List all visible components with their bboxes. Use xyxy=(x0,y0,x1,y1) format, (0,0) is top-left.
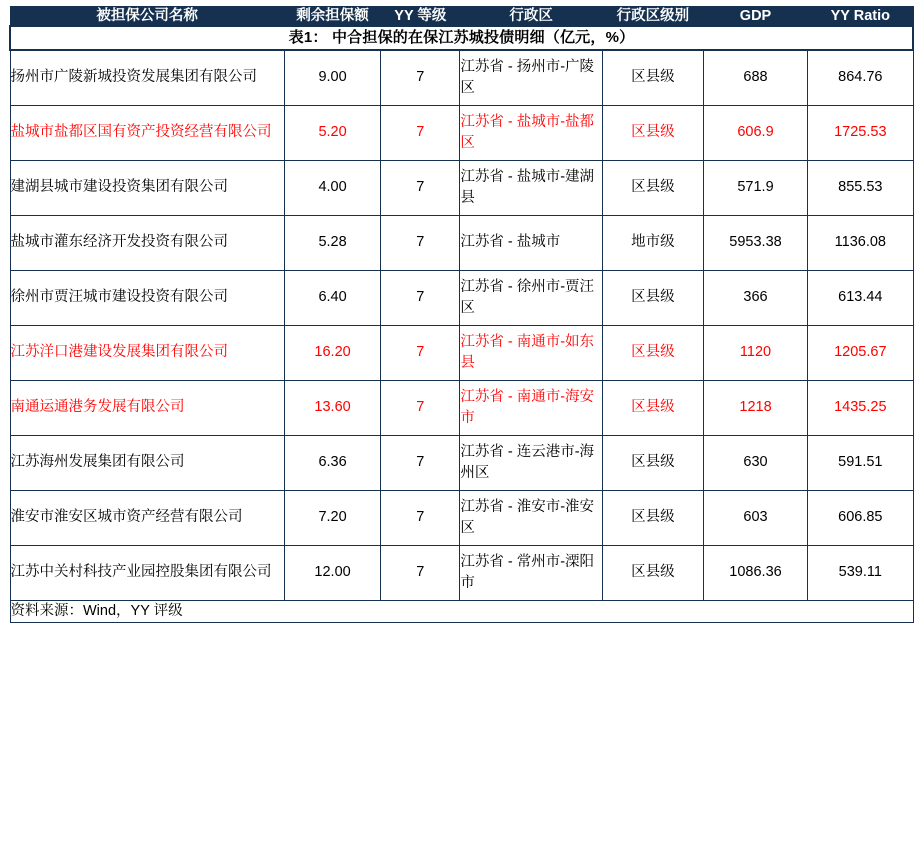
cell-yy-rating: 7 xyxy=(381,215,460,270)
cell-remaining-amount: 12.00 xyxy=(284,545,381,600)
cell-yy-ratio: 855.53 xyxy=(808,160,913,215)
cell-gdp: 1218 xyxy=(703,380,807,435)
cell-yy-ratio: 864.76 xyxy=(808,50,913,106)
cell-company-name: 南通运通港务发展有限公司 xyxy=(10,380,284,435)
cell-region-level: 区县级 xyxy=(602,270,703,325)
cell-yy-ratio: 1435.25 xyxy=(808,380,913,435)
table-row xyxy=(10,490,913,545)
cell-company-name: 建湖县城市建设投资集团有限公司 xyxy=(10,160,284,215)
table-row xyxy=(10,105,913,160)
column-header-company-name: 被担保公司名称 xyxy=(10,7,284,27)
cell-yy-ratio: 613.44 xyxy=(808,270,913,325)
table-header-row xyxy=(10,7,913,27)
cell-region-level: 区县级 xyxy=(602,435,703,490)
cell-region: 江苏省 - 扬州市-广陵区 xyxy=(460,50,603,106)
cell-company-name: 盐城市盐都区国有资产投资经营有限公司 xyxy=(10,105,284,160)
cell-region: 江苏省 - 盐城市-建湖县 xyxy=(460,160,603,215)
cell-yy-ratio: 606.85 xyxy=(808,490,913,545)
cell-region: 江苏省 - 徐州市-贾汪区 xyxy=(460,270,603,325)
cell-region: 江苏省 - 南通市-如东县 xyxy=(460,325,603,380)
cell-remaining-amount: 5.20 xyxy=(284,105,381,160)
cell-yy-ratio: 1725.53 xyxy=(808,105,913,160)
cell-company-name: 江苏中关村科技产业园控股集团有限公司 xyxy=(10,545,284,600)
cell-region: 江苏省 - 连云港市-海州区 xyxy=(460,435,603,490)
cell-yy-ratio: 1136.08 xyxy=(808,215,913,270)
cell-region-level: 区县级 xyxy=(602,490,703,545)
table-row xyxy=(10,215,913,270)
cell-region-level: 地市级 xyxy=(602,215,703,270)
cell-yy-rating: 7 xyxy=(381,380,460,435)
table-row xyxy=(10,380,913,435)
cell-yy-ratio: 1205.67 xyxy=(808,325,913,380)
cell-region-level: 区县级 xyxy=(602,325,703,380)
table-source-row xyxy=(10,600,913,622)
cell-yy-rating: 7 xyxy=(381,270,460,325)
cell-gdp: 571.9 xyxy=(703,160,807,215)
column-header-region-level: 行政区级别 xyxy=(602,7,703,27)
cell-region-level: 区县级 xyxy=(602,50,703,106)
column-header-yy-ratio: YY Ratio xyxy=(808,7,913,27)
cell-remaining-amount: 6.40 xyxy=(284,270,381,325)
cell-yy-ratio: 591.51 xyxy=(808,435,913,490)
cell-region-level: 区县级 xyxy=(602,545,703,600)
guarantee-detail-table xyxy=(9,6,914,623)
table-row xyxy=(10,50,913,106)
cell-company-name: 淮安市淮安区城市资产经营有限公司 xyxy=(10,490,284,545)
cell-company-name: 江苏洋口港建设发展集团有限公司 xyxy=(10,325,284,380)
cell-gdp: 5953.38 xyxy=(703,215,807,270)
cell-gdp: 688 xyxy=(703,50,807,106)
cell-gdp: 1120 xyxy=(703,325,807,380)
cell-remaining-amount: 13.60 xyxy=(284,380,381,435)
table-row xyxy=(10,270,913,325)
cell-region: 江苏省 - 南通市-海安市 xyxy=(460,380,603,435)
cell-region: 江苏省 - 盐城市 xyxy=(460,215,603,270)
cell-yy-rating: 7 xyxy=(381,490,460,545)
cell-remaining-amount: 6.36 xyxy=(284,435,381,490)
cell-company-name: 江苏海州发展集团有限公司 xyxy=(10,435,284,490)
cell-remaining-amount: 9.00 xyxy=(284,50,381,106)
cell-gdp: 603 xyxy=(703,490,807,545)
cell-remaining-amount: 5.28 xyxy=(284,215,381,270)
source-note: 资料来源：Wind，YY 评级 xyxy=(10,600,913,622)
cell-region-level: 区县级 xyxy=(602,160,703,215)
cell-remaining-amount: 4.00 xyxy=(284,160,381,215)
column-header-gdp: GDP xyxy=(703,7,807,27)
cell-gdp: 1086.36 xyxy=(703,545,807,600)
cell-company-name: 徐州市贾汪城市建设投资有限公司 xyxy=(10,270,284,325)
cell-yy-rating: 7 xyxy=(381,105,460,160)
cell-remaining-amount: 7.20 xyxy=(284,490,381,545)
table-row xyxy=(10,435,913,490)
cell-company-name: 扬州市广陵新城投资发展集团有限公司 xyxy=(10,50,284,106)
table-title: 表1： 中合担保的在保江苏城投债明细（亿元，%） xyxy=(10,26,913,50)
cell-region: 江苏省 - 盐城市-盐都区 xyxy=(460,105,603,160)
column-header-remaining-amount: 剩余担保额 xyxy=(284,7,381,27)
column-header-region: 行政区 xyxy=(460,7,603,27)
cell-yy-rating: 7 xyxy=(381,325,460,380)
cell-region: 江苏省 - 常州市-溧阳市 xyxy=(460,545,603,600)
table-row xyxy=(10,545,913,600)
cell-region-level: 区县级 xyxy=(602,380,703,435)
column-header-yy-rating: YY 等级 xyxy=(381,7,460,27)
cell-yy-rating: 7 xyxy=(381,50,460,106)
table-container xyxy=(9,6,914,623)
table-row xyxy=(10,325,913,380)
cell-gdp: 630 xyxy=(703,435,807,490)
table-title-row xyxy=(10,26,913,50)
cell-yy-rating: 7 xyxy=(381,545,460,600)
cell-region: 江苏省 - 淮安市-淮安区 xyxy=(460,490,603,545)
table-row xyxy=(10,160,913,215)
cell-remaining-amount: 16.20 xyxy=(284,325,381,380)
cell-gdp: 366 xyxy=(703,270,807,325)
cell-yy-rating: 7 xyxy=(381,435,460,490)
cell-gdp: 606.9 xyxy=(703,105,807,160)
cell-yy-rating: 7 xyxy=(381,160,460,215)
cell-company-name: 盐城市灌东经济开发投资有限公司 xyxy=(10,215,284,270)
cell-yy-ratio: 539.11 xyxy=(808,545,913,600)
cell-region-level: 区县级 xyxy=(602,105,703,160)
